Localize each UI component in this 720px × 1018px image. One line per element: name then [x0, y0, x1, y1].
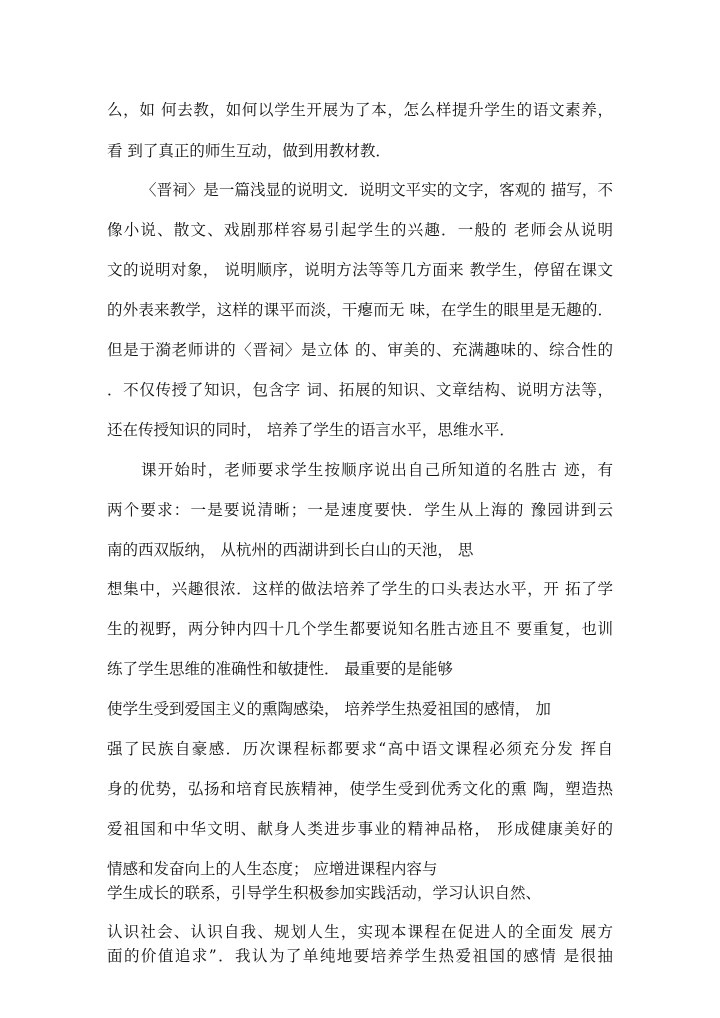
text-line: 文的说明对象， 说明顺序，说明方法等等几方面来 教学生，停留在课文: [107, 261, 613, 279]
text-line: ．不仅传授了知识，包含字 词、拓展的知识、文章结构、说明方法等，: [107, 381, 613, 399]
text-line: 认识社会、认识自我、规划人生，实现本课程在促进人的全面发 展方: [107, 923, 613, 941]
text-line: 使学生受到爱国主义的熏陶感染， 培养学生热爱祖国的感情， 加: [107, 700, 551, 718]
text-line: 生的视野，两分钟内四十几个学生都要说知名胜古迹且不 要重复，也训: [107, 620, 613, 638]
text-line: 看 到了真正的师生互动，做到用教材教．: [107, 142, 391, 160]
text-line: 情感和发奋向上的人生态度； 应增进课程内容与: [107, 860, 438, 878]
paragraph-start-line: 课开始时，老师要求学生按顺序说出自己所知道的名胜古 迹，有: [141, 461, 613, 479]
text-line: 身的优势，弘扬和培育民族精神，使学生受到优秀文化的熏 陶，塑造热: [107, 780, 613, 798]
paragraph-start-line: 〈晋祠〉是一篇浅显的说明文．说明文平实的文字，客观的 描写，不: [141, 181, 613, 199]
text-line: 像小说、散文、戏剧那样容易引起学生的兴趣．一般的 老师会从说明: [107, 221, 613, 239]
text-line: 还在传授知识的同时， 培养了学生的语言水平，思维水平．: [107, 421, 515, 439]
text-line: 想集中，兴趣很浓．这样的做法培养了学生的口头表达水平，开 拓了学: [107, 580, 613, 598]
text-line: 练了学生思维的准确性和敏捷性． 最重要的是能够: [107, 660, 453, 678]
text-line: 爱祖国和中华文明、献身人类进步事业的精神品格， 形成健康美好的: [107, 820, 613, 838]
text-line: 南的西双版纳， 从杭州的西湖讲到长白山的天池， 思: [107, 541, 474, 559]
text-line: 两个要求：一是要说清晰；一是速度要快．学生从上海的 豫园讲到云: [107, 501, 613, 519]
text-line: 但是于漪老师讲的〈晋祠〉是立体 的、审美的、充满趣味的、综合性的: [107, 341, 613, 359]
text-line: 么，如 何去教，如何以学生开展为了本，怎么样提升学生的语文素养，: [107, 101, 613, 119]
text-line: 强了民族自豪感．历次课程标都要求“高中语文课程必须充分发 挥自: [107, 740, 613, 758]
text-line: 学生成长的联系，引导学生积极参加实践活动，学习认识自然、: [107, 884, 542, 902]
text-line: 面的价值追求”．我认为了单纯地要培养学生热爱祖国的感情 是很抽: [107, 947, 613, 965]
text-line: 的外表来教学，这样的课平而淡，干瘪而无 味，在学生的眼里是无趣的．: [107, 301, 613, 319]
